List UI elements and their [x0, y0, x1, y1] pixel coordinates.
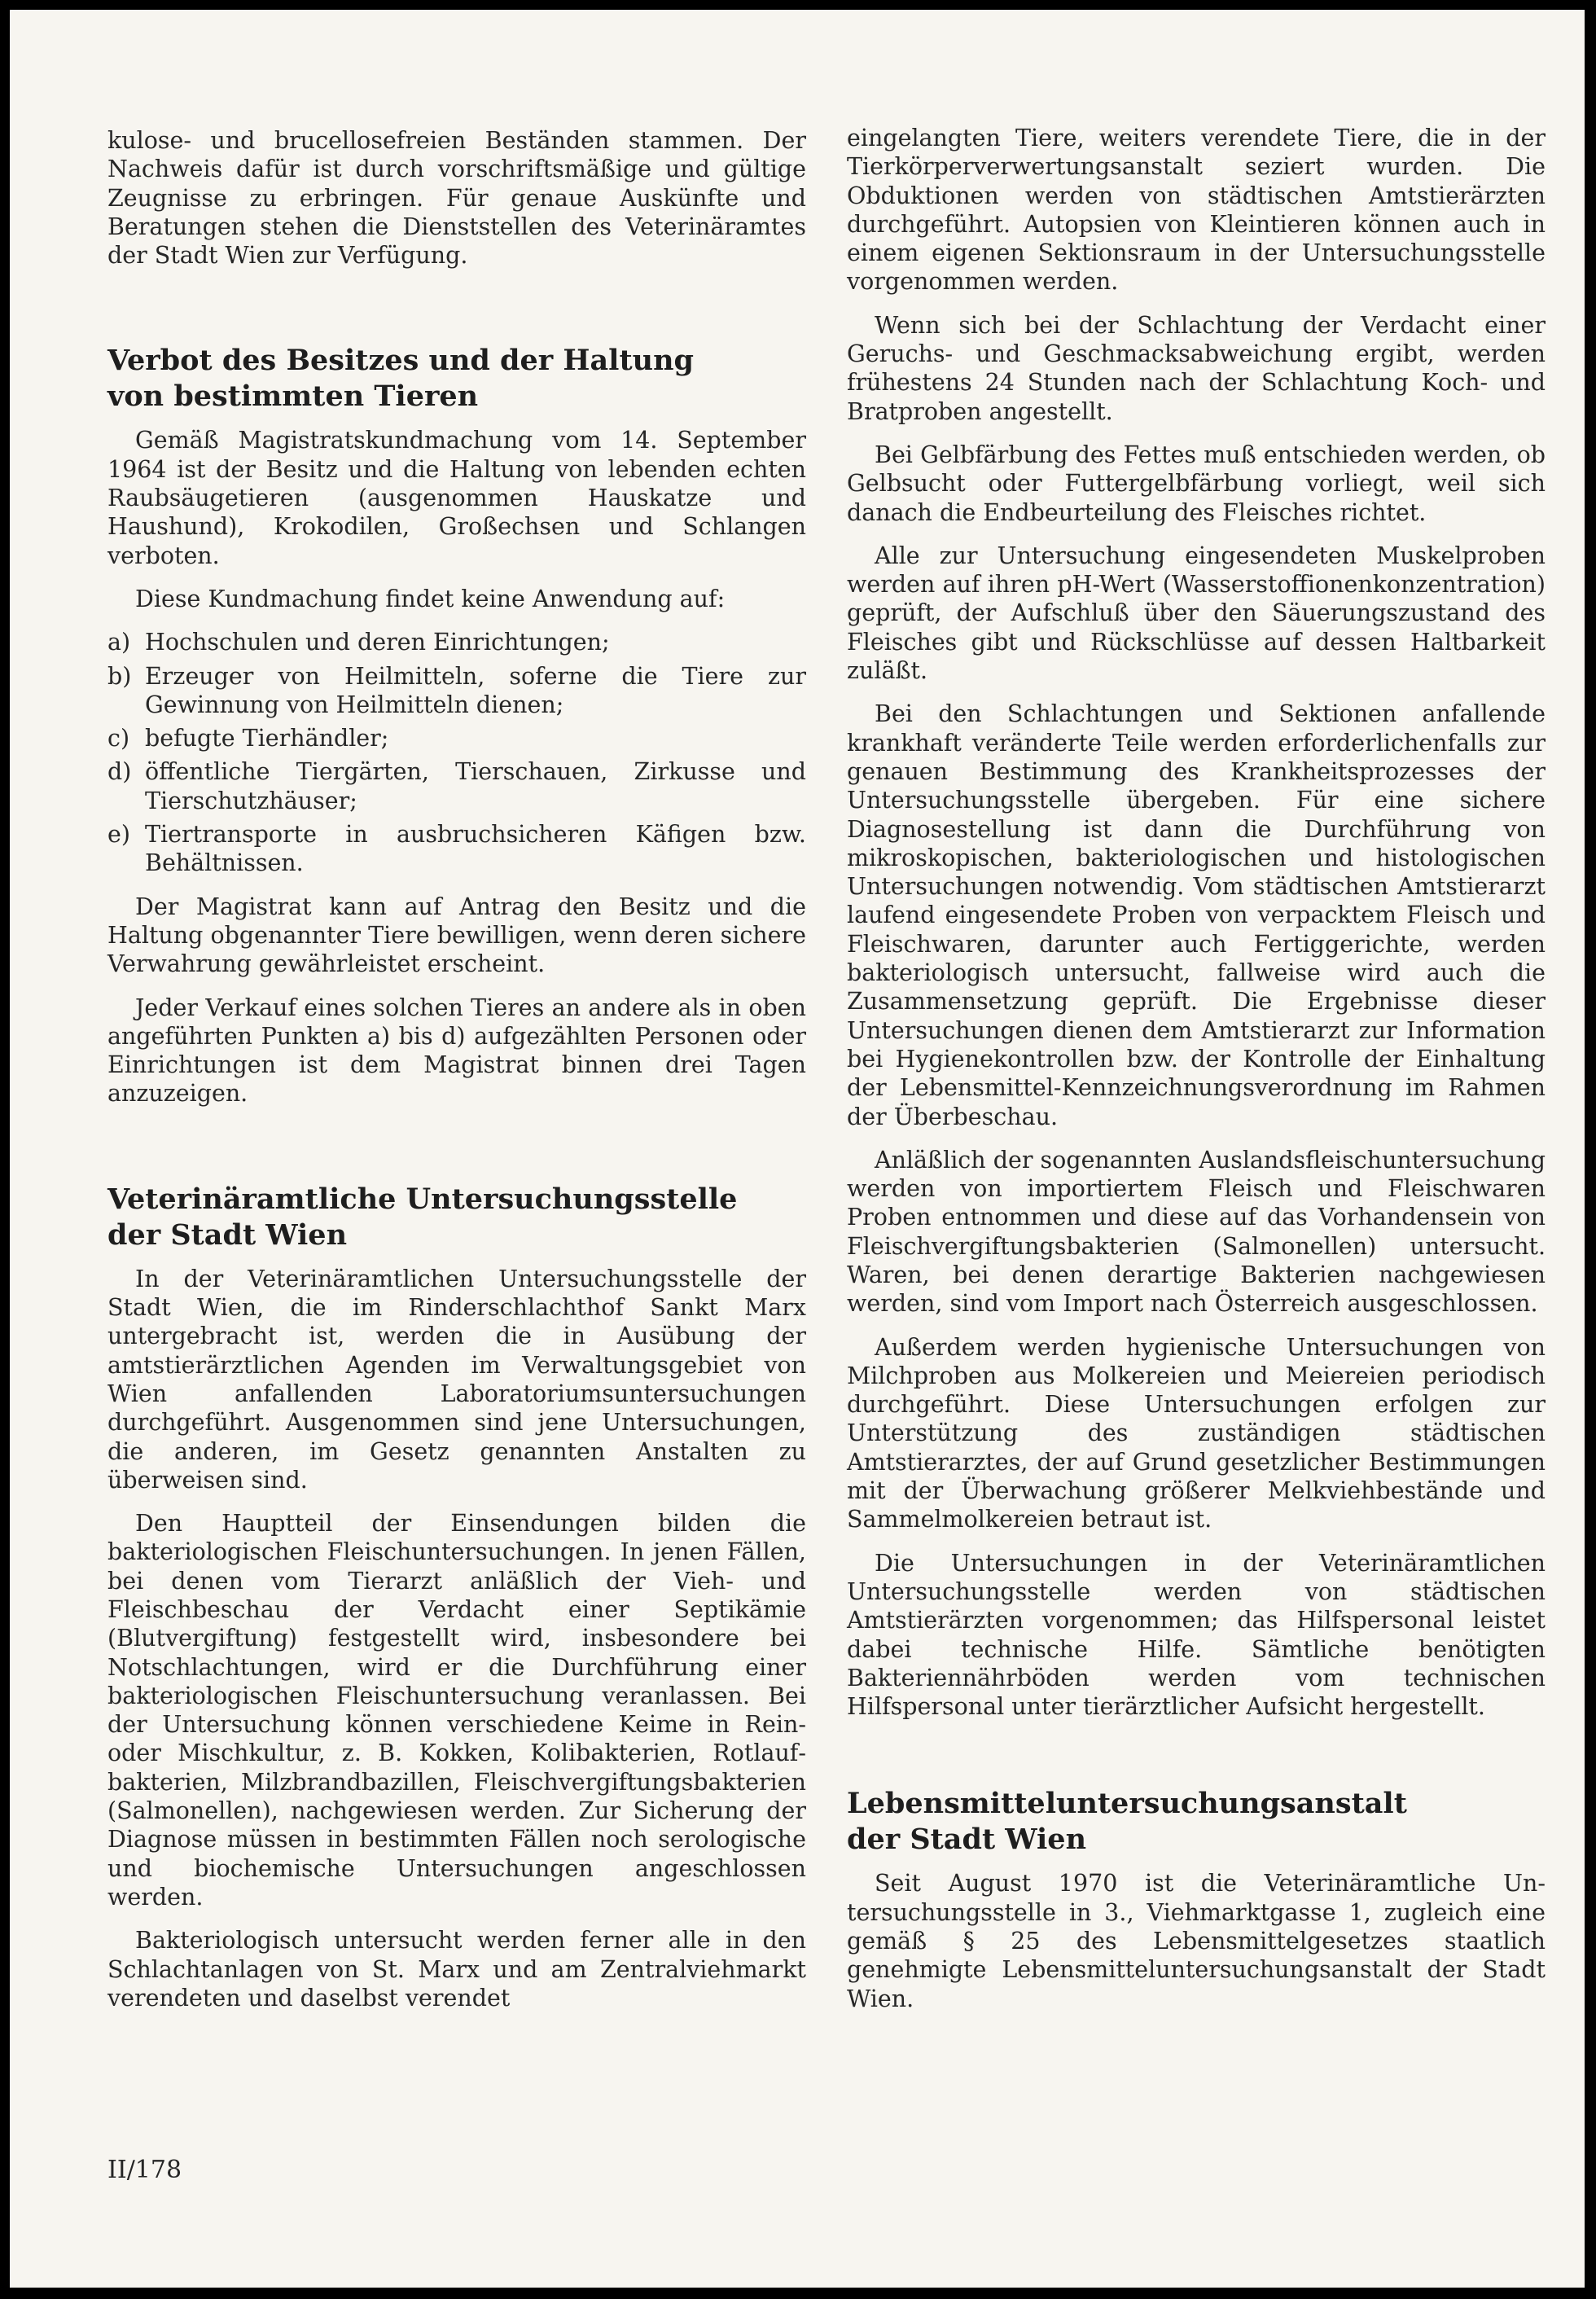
paragraph: Seit August 1970 ist die Veterinäramtliche Untersuchungsstelle in 3., Viehmarktgasse 1, zugleich eine gemäß § 25 des Lebensmittelgesetzes staatlich genehmigte Lebensmitteluntersuchungsanstalt der Stadt Wien. — [847, 1870, 1546, 2012]
list-marker: d) — [107, 758, 132, 786]
heading-line: der Stadt Wien — [847, 1823, 1087, 1857]
heading-line: Verbot des Besitzes und der Haltung — [107, 344, 694, 378]
list-item — [107, 662, 806, 720]
list-marker: a) — [107, 629, 131, 656]
list-marker: e) — [107, 821, 130, 849]
left-column — [107, 126, 806, 2027]
list-item-text: Hochschulen und deren Einrichtungen; — [145, 629, 610, 656]
list-item-text: befugte Tierhändler; — [145, 725, 389, 752]
heading-line: der Stadt Wien — [107, 1218, 348, 1252]
heading-line: Veterinäramtliche Untersuchungsstelle — [107, 1182, 738, 1216]
list-item — [107, 724, 806, 752]
list-item-text: Tiertransporte in ausbruchsicheren Käfigen bzw. Behältnissen. — [145, 821, 806, 877]
paragraph: Die Untersuchungen in der Veterinäramtlichen Untersuchungsstelle werden von städtischen Amtstierärzten vorgenommen; das Hilfspersonal leistet dabei technische Hilfe. Sämtliche benötigten Bakteriennährböden werden vom technischen Hilfspersonal unter tierärztlicher Aufsicht hergestellt. — [847, 1549, 1546, 1721]
paragraph: In der Veterinäramtlichen Untersuchungsstelle der Stadt Wien, die im Rinderschlachthof Sankt Marx untergebracht ist, werden die in Ausübung der amtstierärztlichen Agenden im Verwaltungsgebiet von Wien anfallenden Laboratoriumsuntersuchungen durchgeführt. Ausgenommen sind jene Untersuchungen, die anderen, im Gesetz genannten Anstalten zu überweisen sind. — [107, 1265, 806, 1494]
section-heading-untersuchungsstelle — [107, 1182, 806, 1253]
paragraph: eingelangten Tiere, weiters verendete Tiere, die in der Tierkörperverwertungsanstalt seziert wurden. Die Obduktionen werden von städtischen Amtstierärzten durchgeführt. Autopsien von Kleintieren können auch in einem eigenen Sektionsraum in der Untersuchungsstelle vorgenommen werden. — [847, 125, 1546, 296]
intro-paragraph: kulose- und brucellosefreien Beständen stammen. Der Nachweis dafür ist durch vorschriftsmäßige und gültige Zeugnisse zu erbringen. Für genaue Auskünfte und Beratungen stehen die Dienststellen des Veterinäramtes der Stadt Wien zur Verfügung. — [107, 127, 806, 270]
heading-line: von bestimmten Tieren — [107, 380, 479, 414]
list-item-text: Erzeuger von Heilmitteln, soferne die Tiere zur Gewinnung von Heilmitteln dienen; — [145, 662, 806, 718]
paragraph: Diese Kundmachung findet keine Anwendung auf: — [135, 585, 726, 612]
page-number: II/178 — [107, 2156, 182, 2184]
paragraph: Jeder Verkauf eines solchen Tieres an andere als in oben angeführten Punkten a) bis d) aufgezählten Personen oder Einrichtungen ist dem Magistrat binnen drei Tagen anzuzeigen. — [107, 994, 806, 1108]
paragraph: Anläßlich der sogenannten Auslandsfleischuntersuchung werden von importiertem Fleisch und Fleischwaren Proben entnommen und diese auf das Vorhandensein von Fleischvergiftungsbakterien (Salmonellen) untersucht. Waren, bei denen derartige Bakterien nachgewiesen werden, sind vom Import nach Österreich ausgeschlossen. — [847, 1146, 1546, 1318]
list-item — [107, 628, 806, 656]
paragraph: Der Magistrat kann auf Antrag den Besitz und die Haltung obgenannter Tiere bewilligen, wenn deren sichere Verwahrung gewährleistet erscheint. — [107, 893, 806, 978]
list-item — [107, 820, 806, 878]
section-heading-lebensmitteluntersuchung — [847, 1786, 1546, 1858]
exemption-list — [107, 628, 806, 877]
paragraph: Bakteriologisch untersucht werden ferner alle in den Schlachtanlagen von St. Marx und am Zentralviehmarkt verendeten und daselbst verendet — [107, 1927, 806, 2012]
section-heading-verbot — [107, 343, 806, 415]
paragraph: Alle zur Untersuchung eingesendeten Muskelproben werden auf ihren pH-Wert (Wasserstoffionenkonzentration) geprüft, der Aufschluß über den Säuerungszustand des Fleisches gibt und Rückschlüsse auf dessen Haltbarkeit zuläßt. — [847, 542, 1546, 685]
list-marker: b) — [107, 662, 132, 690]
document-page — [10, 10, 1585, 2288]
paragraph: Wenn sich bei der Schlachtung der Verdacht einer Geruchs- und Geschmacksabweichung ergibt, werden frühestens 24 Stunden nach der Schlachtung Koch- und Bratproben angestellt. — [847, 311, 1546, 425]
paragraph: Bei den Schlachtungen und Sektionen anfallende krankhaft veränderte Teile werden erforderlichenfalls zur genauen Bestimmung des Krankheitsprozesses der Untersuchungsstelle übergeben. Für eine sichere Diagnosestellung ist dann die Durchführung von mikroskopischen, bakteriologischen und histologischen Untersuchungen notwendig. Vom städtischen Amtstierarzt laufend eingesendete Proben von verpacktem Fleisch und Fleischwaren, darunter auch Fertiggerichte, werden bakteriologisch untersucht, fallweise wird auch die Zusammensetzung geprüft. Die Ergebnisse dieser Untersuchungen dienen dem Amtstierarzt zur Information bei Hygienekontrollen bzw. der Kontrolle der Einhaltung der Lebensmittel-Kennzeichnungsverordnung im Rahmen der Überbeschau. — [847, 700, 1546, 1130]
list-marker: c) — [107, 725, 130, 752]
paragraph: Den Hauptteil der Einsendungen bilden die bakteriologischen Fleischuntersuchungen. In jenen Fällen, bei denen vom Tierarzt anläßlich der Vieh- und Fleischbeschau der Verdacht einer Septikämie (Blutvergiftung) festgestellt wird, insbesondere bei Notschlachtungen, wird er die Durchführung einer bakteriologischen Fleischuntersuchung veranlassen. Bei der Untersuchung können verschiedene Keime in Rein- oder Mischkultur, z. B. Kokken, Kolibakterien, Rotlaufbakterien, Milzbrandbazillen, Fleischvergiftungsbakterien (Salmonellen), nachgewiesen werden. Zur Sicherung der Diagnose müssen in bestimmten Fällen noch serologische und biochemische Untersuchungen angeschlossen werden. — [107, 1510, 806, 1911]
paragraph: Bei Gelbfärbung des Fettes muß entschieden werden, ob Gelbsucht oder Futtergelbfärbung vorliegt, weil sich danach die Endbeurteilung des Fleisches richtet. — [847, 441, 1546, 526]
right-column — [847, 124, 1546, 2028]
list-item — [107, 757, 806, 815]
list-item-text: öffentliche Tiergärten, Tierschauen, Zirkusse und Tierschutzhäuser; — [145, 758, 806, 814]
paragraph: Gemäß Magistratskundmachung vom 14. September 1964 ist der Besitz und die Haltung von lebenden echten Raubsäugetieren (ausgenommen Hauskatze und Haushund), Krokodilen, Großechsen und Schlangen verboten. — [107, 427, 806, 569]
heading-line: Lebensmitteluntersuchungsanstalt — [847, 1787, 1407, 1821]
paragraph: Außerdem werden hygienische Untersuchungen von Milchproben aus Molkereien und Meiereien periodisch durchgeführt. Diese Untersuchungen erfolgen zur Unterstützung des zuständigen städtischen Amtstierarztes, der auf Grund gesetzlicher Bestimmungen mit der Überwachung größerer Melkviehbestände und Sammelmolkereien betraut ist. — [847, 1333, 1546, 1533]
